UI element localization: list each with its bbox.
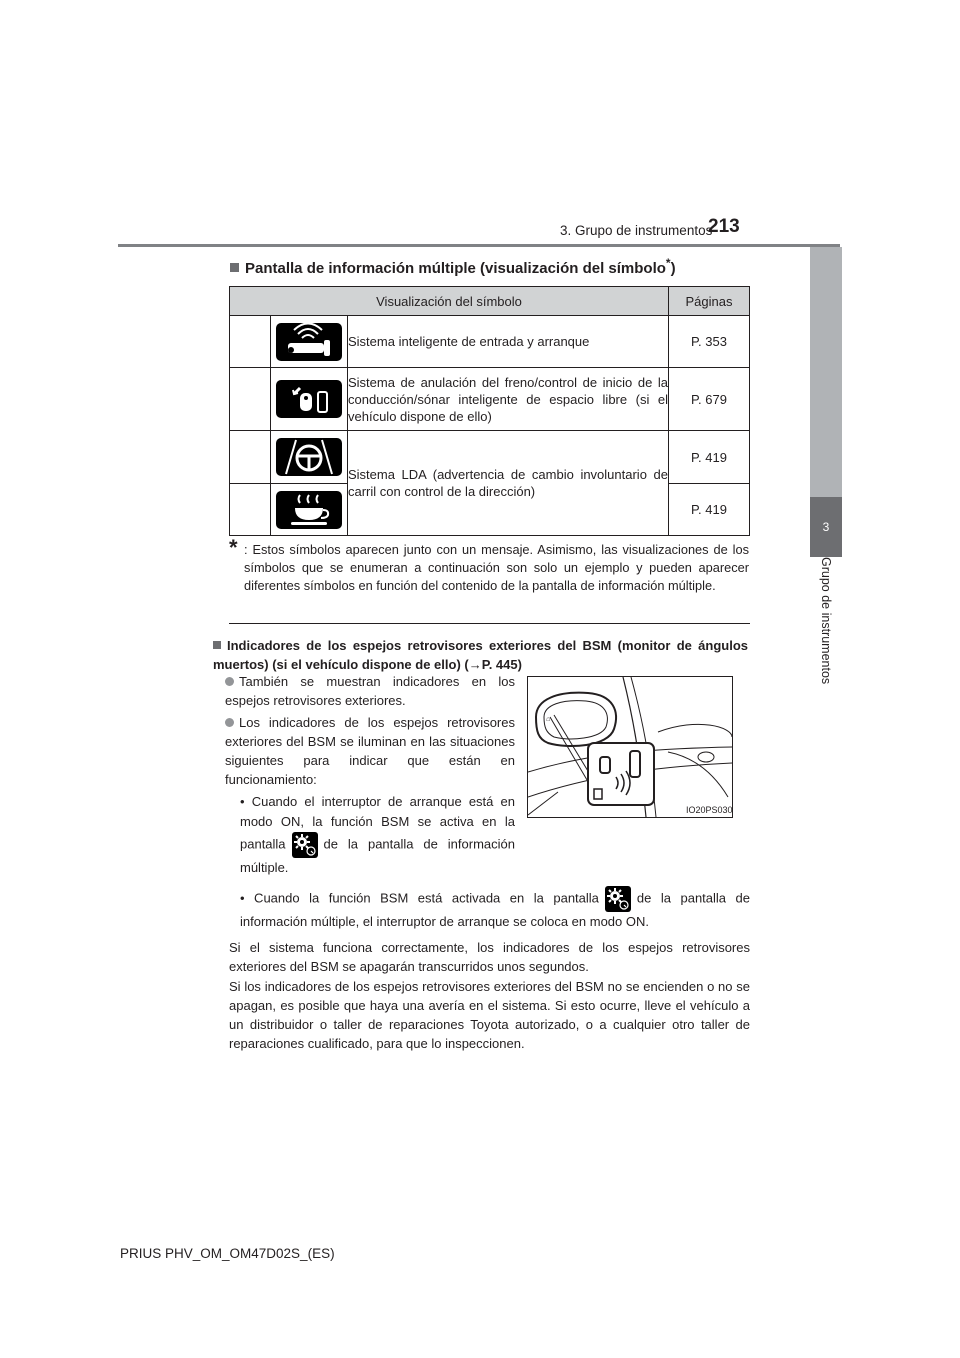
footer-doc-id: PRIUS PHV_OM_OM47D02S_(ES) (120, 1246, 335, 1261)
table-cell-desc: Sistema de anulación del freno/control de inicio de la conducción/sónar inteligente de espacio libre (si el vehículo dispone de ello) (348, 368, 669, 431)
coffee-cup-icon (276, 491, 342, 529)
table-header-row (230, 287, 750, 316)
side-tab-label: Grupo de instrumentos (819, 557, 833, 685)
table-cell-page: P. 419 (669, 484, 750, 536)
illustration-code: IO20PS030 (686, 805, 733, 815)
smart-key-icon (276, 323, 342, 361)
symbol-table (229, 286, 750, 536)
settings-gear-icon (292, 832, 318, 858)
footnote-asterisk: * (229, 535, 238, 560)
footnote-text: : Estos símbolos aparecen junto con un mensaje. Asimismo, las visualizaciones de los símbolos que se enumeran a continuación son solo un ejemplo y pueden aparecer diferentes símbolos en función del contenido de la pantalla de información múltiple. (244, 542, 749, 593)
table-header-symbol: Visualización del símbolo (230, 287, 669, 316)
section-divider (229, 623, 750, 624)
running-header-section: 3. Grupo de instrumentos (560, 223, 713, 238)
table-cell-page: P. 419 (669, 431, 750, 484)
table-cell-desc: Sistema LDA (advertencia de cambio involuntario de carril con control de la dirección) (348, 431, 669, 536)
bsm-mirror-illustration (527, 676, 733, 818)
square-bullet-icon (230, 263, 239, 272)
table-row (230, 316, 750, 368)
table-cell-page: P. 679 (669, 368, 750, 431)
svg-text:⌂: ⌂ (546, 716, 551, 723)
table-row (230, 368, 750, 431)
brake-override-icon (276, 380, 342, 418)
steering-wheel-icon (276, 438, 342, 476)
section1-title: Pantalla de información múltiple (visualización del símbolo*) (230, 256, 676, 277)
page-number: 213 (708, 216, 740, 237)
bullet-item: Los indicadores de los espejos retrovisores exteriores del BSM se iluminan en las situaciones siguientes para indicar que están en funcionamiento: (225, 715, 515, 787)
paragraph: Si el sistema funciona correctamente, los indicadores de los espejos retrovisores exteriores del BSM se apagarán transcurridos unos segundos. (229, 940, 750, 974)
side-tab-number: 3 (822, 520, 830, 534)
square-bullet-icon (213, 641, 221, 649)
bullet-dot-icon (225, 718, 234, 727)
header-rule (118, 244, 840, 247)
bullet-dot-icon (225, 677, 234, 686)
sub-bullet-item: • Cuando el interruptor de arranque está en modo ON, la función BSM se activa en la pantalla de la pantalla de información múltiple. (240, 794, 515, 875)
paragraph: Si los indicadores de los espejos retrovisores exteriores del BSM no se encienden o no se apagan, es posible que haya una avería en el sistema. Si esto ocurre, lleve el vehículo a un distribuidor o taller de reparaciones Toyota autorizado, o a cualquier otro taller de reparaciones cualificado, para que lo inspeccionen. (229, 979, 750, 1051)
bullet-item: También se muestran indicadores en los espejos retrovisores exteriores. (225, 674, 515, 708)
table-row (230, 431, 750, 484)
section2-title: Indicadores de los espejos retrovisores exteriores del BSM (monitor de ángulos muertos) (si el vehículo dispone de ello) (→P. 445) (213, 638, 748, 672)
settings-gear-icon (605, 886, 631, 912)
sub-bullet-item: • Cuando la función BSM está activada en la pantalla de la pantalla de información múltiple, el interruptor de arranque se coloca en modo ON. (240, 886, 750, 932)
table-header-pages: Páginas (669, 287, 750, 316)
table-cell-page: P. 353 (669, 316, 750, 368)
side-tab-bar (810, 247, 842, 497)
table-cell-desc: Sistema inteligente de entrada y arranque (348, 316, 669, 368)
footnote (229, 535, 749, 595)
